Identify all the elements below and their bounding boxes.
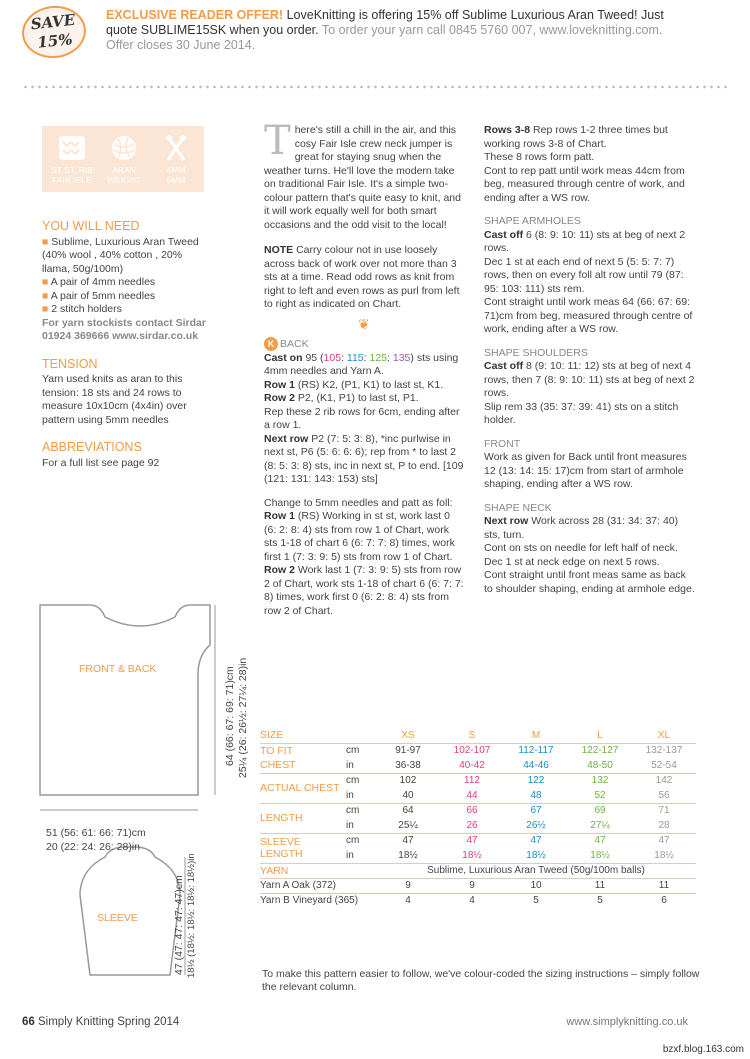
height-in: 25¼ (26: 26½: 27¼: 28)in: [237, 657, 249, 778]
tension-heading: TENSION: [42, 356, 98, 371]
neck-dec: Dec 1 st at neck edge on next 5 rows.: [484, 555, 660, 568]
icon-col-yarn: [98, 134, 150, 185]
note-text: Carry colour not in use loosely across back of work over not more than 3 sts at a time. Read odd rows as knit from right to left and even rows as purl from left to right as indicated on Chart.: [264, 244, 460, 310]
icon-caption: WEIGHT: [107, 175, 141, 185]
ornament-icon: ❦: [358, 315, 370, 332]
neck-heading: SHAPE NECK: [484, 501, 552, 514]
needles-icon: [161, 134, 191, 162]
front-back-label: FRONT & BACK: [79, 663, 157, 675]
width-in: 20 (22: 24: 26: 28)in: [46, 841, 140, 853]
materials-column: [42, 220, 212, 470]
shoulders-cast-off: Cast off 8 (9: 10: 11: 12) sts at beg of next 4 rows, then 7 (8: 9: 10: 11) sts at beg of next 2 rows.: [484, 360, 695, 399]
armholes-cont: Cont straight until work meas 64 (66: 67: 69: 71)cm from beg, measured through centre of work, ending after a WS row.: [484, 296, 693, 335]
armholes-cast-off: Cast off 6 (8: 9: 10: 11) sts at beg of next 2 rows.: [484, 228, 686, 254]
table-row: Yarn B Vineyard (365) 4 4 5 5 6: [260, 893, 696, 908]
cast-on-instruction: Cast on 95 (105: 115: 125: 135) sts using 4mm needles and Yarn A.: [264, 351, 459, 377]
icon-caption: 4MM: [166, 165, 186, 175]
page-number: 66: [22, 1016, 35, 1028]
list-item: ■ Sublime, Luxurious Aran Tweed (40% wool , 40% cotton , 20% llama, 50g/100m): [42, 235, 199, 275]
neck-straight: Cont straight until front meas same as back to shoulder shaping, ending at armhole edge.: [484, 569, 695, 595]
tension-text: Yarn used knits as aran to this tension: 18 sts and 24 rows to measure 10x10cm (4x4in) over pattern using 5mm needles: [42, 373, 187, 426]
save-badge-percent: 15%: [36, 30, 74, 52]
intro-paragraph: [264, 118, 464, 232]
pattern-column-1: [264, 118, 464, 618]
website-link[interactable]: www.simplyknitting.co.uk: [566, 1016, 688, 1028]
dotted-divider: [22, 85, 728, 89]
row-1-instruction: Row 1 (RS) K2, (P1, K1) to last st, K1.: [264, 378, 444, 391]
you-will-need-heading: YOU WILL NEED: [42, 219, 140, 233]
yarn-ball-icon: [109, 134, 139, 162]
armholes-dec: Dec 1 st at each end of next 5 (5: 5: 7: 7) rows, then on every foll alt row until 79 (87: 95: 103: 111) sts rem.: [484, 255, 684, 295]
table-row: Yarn A Oak (372) 9 9 10 11 11: [260, 878, 696, 893]
table-row: TO FIT cm 91-97 102-107 112-117 122-127 132-137: [260, 743, 696, 758]
width-cm: 51 (56: 61: 66: 71)cm: [46, 827, 146, 839]
icon-caption: 5MM: [166, 175, 186, 185]
sleeve-outline: [80, 847, 180, 975]
save-badge-label: SAVE: [29, 10, 76, 34]
list-item: ■ A pair of 5mm needles: [42, 289, 156, 302]
form-patt-text: These 8 rows form patt.: [484, 151, 595, 163]
materials-list: [42, 236, 212, 317]
stitch-swatch-icon: [57, 134, 87, 162]
offer-heading: EXCLUSIVE READER OFFER!: [106, 8, 284, 22]
table-row: SIZE XS S M L XL: [260, 729, 671, 742]
sleeve-in: 18½ (18½: 18½: 18½: 18½)in: [186, 853, 197, 978]
reader-offer-banner: [22, 6, 722, 82]
back-heading-row: [264, 337, 464, 352]
pattern-column-2: [484, 124, 696, 596]
neck-cont: Cont on sts on needle for left half of neck.: [484, 542, 678, 554]
page-footer: [22, 1016, 179, 1028]
garment-schematic: [30, 595, 260, 985]
neck-next-row: Next row Work across 28 (31: 34: 37: 40) sts, turn.: [484, 515, 679, 541]
magazine-title: Simply Knitting Spring 2014: [38, 1016, 180, 1028]
front-heading: FRONT: [484, 437, 521, 450]
offer-contact: To order your yarn call 0845 5760 007, www.loveknitting.com. Offer closes 30 June 2014.: [106, 23, 663, 52]
offer-body: LoveKnitting is offering 15% off Sublime Luxurious Aran Tweed! Just quote SUBLIME15SK when you order.: [106, 8, 664, 37]
note-paragraph: [264, 244, 464, 312]
icon-caption: ARAN: [112, 165, 136, 175]
list-item: ■ A pair of 4mm needles: [42, 276, 156, 288]
row-2-instruction: Row 2 P2, (K1, P1) to last st, P1.: [264, 392, 419, 404]
back-heading: BACK: [280, 338, 309, 350]
patt-row-2-instruction: Row 2 Work last 1 (7: 3: 9: 5) sts from row 2 of Chart, work sts 1-18 of chart 6 (6: 7: 7: 8) times, work first 0 (6: 2: 8: 4) sts from row 2 of Chart.: [264, 564, 464, 617]
next-row-instruction: Next row P2 (7: 5: 3: 8), *inc purlwise in next st, P6 (5: 6: 6: 6); rep from * to last 2 (8: 5: 3: 8) sts, inc in next st, P to end. [109 (121: 131: 143: 153) sts]: [264, 432, 464, 485]
list-item: ■ 2 stitch holders: [42, 303, 122, 315]
save-badge: [19, 3, 88, 61]
shoulders-heading: SHAPE SHOULDERS: [484, 346, 588, 359]
drop-cap: T: [264, 118, 291, 164]
cont-rep-text: Cont to rep patt until work meas 44cm from beg, measured through centre of work, and ending after a WS row.: [484, 164, 685, 204]
front-back-outline: [40, 605, 210, 795]
shoulders-slip: Slip rem 33 (35: 37: 39: 41) sts on a stitch holder.: [484, 400, 679, 426]
abbreviations-heading: ABBREVIATIONS: [42, 440, 142, 454]
table-row: in 25¼ 26 26½ 27¼ 28: [346, 819, 670, 831]
icon-col-needles: [150, 134, 202, 185]
table-row: ACTUAL CHEST cm 102 112 122 132 142: [260, 773, 696, 788]
icon-caption: ST ST, RIB: [51, 165, 93, 175]
abbreviations-text: For a full list see page 92: [42, 456, 160, 469]
intro-text: here's still a chill in the air, and this cosy Fair Isle crew neck jumper is great for staying snug when the weather turns. He'll love the modern take on traditional Fair Isle. It's a simple two-colour pattern that's quite easy to knit, and it will work equally well for both smart occasions and the odd visit to the local!: [264, 124, 461, 231]
height-cm: 64 (66: 67: 69: 71)cm: [224, 666, 236, 766]
icon-col-stitch: [46, 134, 98, 185]
icon-caption: FAIR ISLE: [52, 175, 92, 185]
offer-text: [106, 8, 666, 53]
pattern-info-icons: [42, 126, 204, 192]
stockists-info: For yarn stockists contact Sirdar 01924 369666 www.sirdar.co.uk: [42, 316, 206, 342]
rows-3-8-instruction: Rows 3-8 Rep rows 1-2 three times but working rows 3-8 of Chart.: [484, 124, 668, 150]
patt-row-1-instruction: Row 1 (RS) Working in st st, work last 0 (6: 2: 8: 4) sts from row 1 of Chart, work sts 1-18 of chart 6 (6: 7: 7: 8) times, work first 1 (7: 3: 9: 5) sts from row 1 of Chart.: [264, 510, 455, 563]
table-row: in 18½ 18½ 18½ 18½ 18½: [346, 849, 674, 861]
table-row: LENGTH cm 64 66 67 69 71: [260, 803, 696, 818]
table-row: SLEEVE LENGTH cm 47 47 47 47 47: [260, 833, 696, 848]
note-label: NOTE: [264, 244, 294, 256]
front-text: Work as given for Back until front measures 12 (13: 14: 15: 17)cm from start of armhole shaping, ending after a WS row.: [484, 451, 687, 490]
sleeve-label: SLEEVE: [97, 912, 138, 924]
change-needles-instruction: Change to 5mm needles and patt as foll:: [264, 496, 453, 509]
table-row: in 40 44 48 52 56: [346, 789, 670, 801]
k-badge-icon: K: [264, 337, 278, 351]
table-row: CHEST in 36-38 40-42 44-46 48-50 52-54: [260, 759, 677, 772]
size-table: [260, 728, 696, 908]
table-row: YARN Sublime, Luxurious Aran Tweed (50g/100m balls): [260, 863, 696, 878]
watermark: bzxf.blog.163.com: [662, 1044, 744, 1055]
colour-coding-note: To make this pattern easier to follow, we've colour-coded the sizing instructions – simply follow the relevant column.: [262, 968, 700, 993]
sleeve-cm: 47 (47: 47: 47: 47)cm: [173, 875, 185, 975]
armholes-heading: SHAPE ARMHOLES: [484, 215, 581, 227]
rep-instruction: Rep these 2 rib rows for 6cm, ending after a row 1.: [264, 405, 460, 431]
